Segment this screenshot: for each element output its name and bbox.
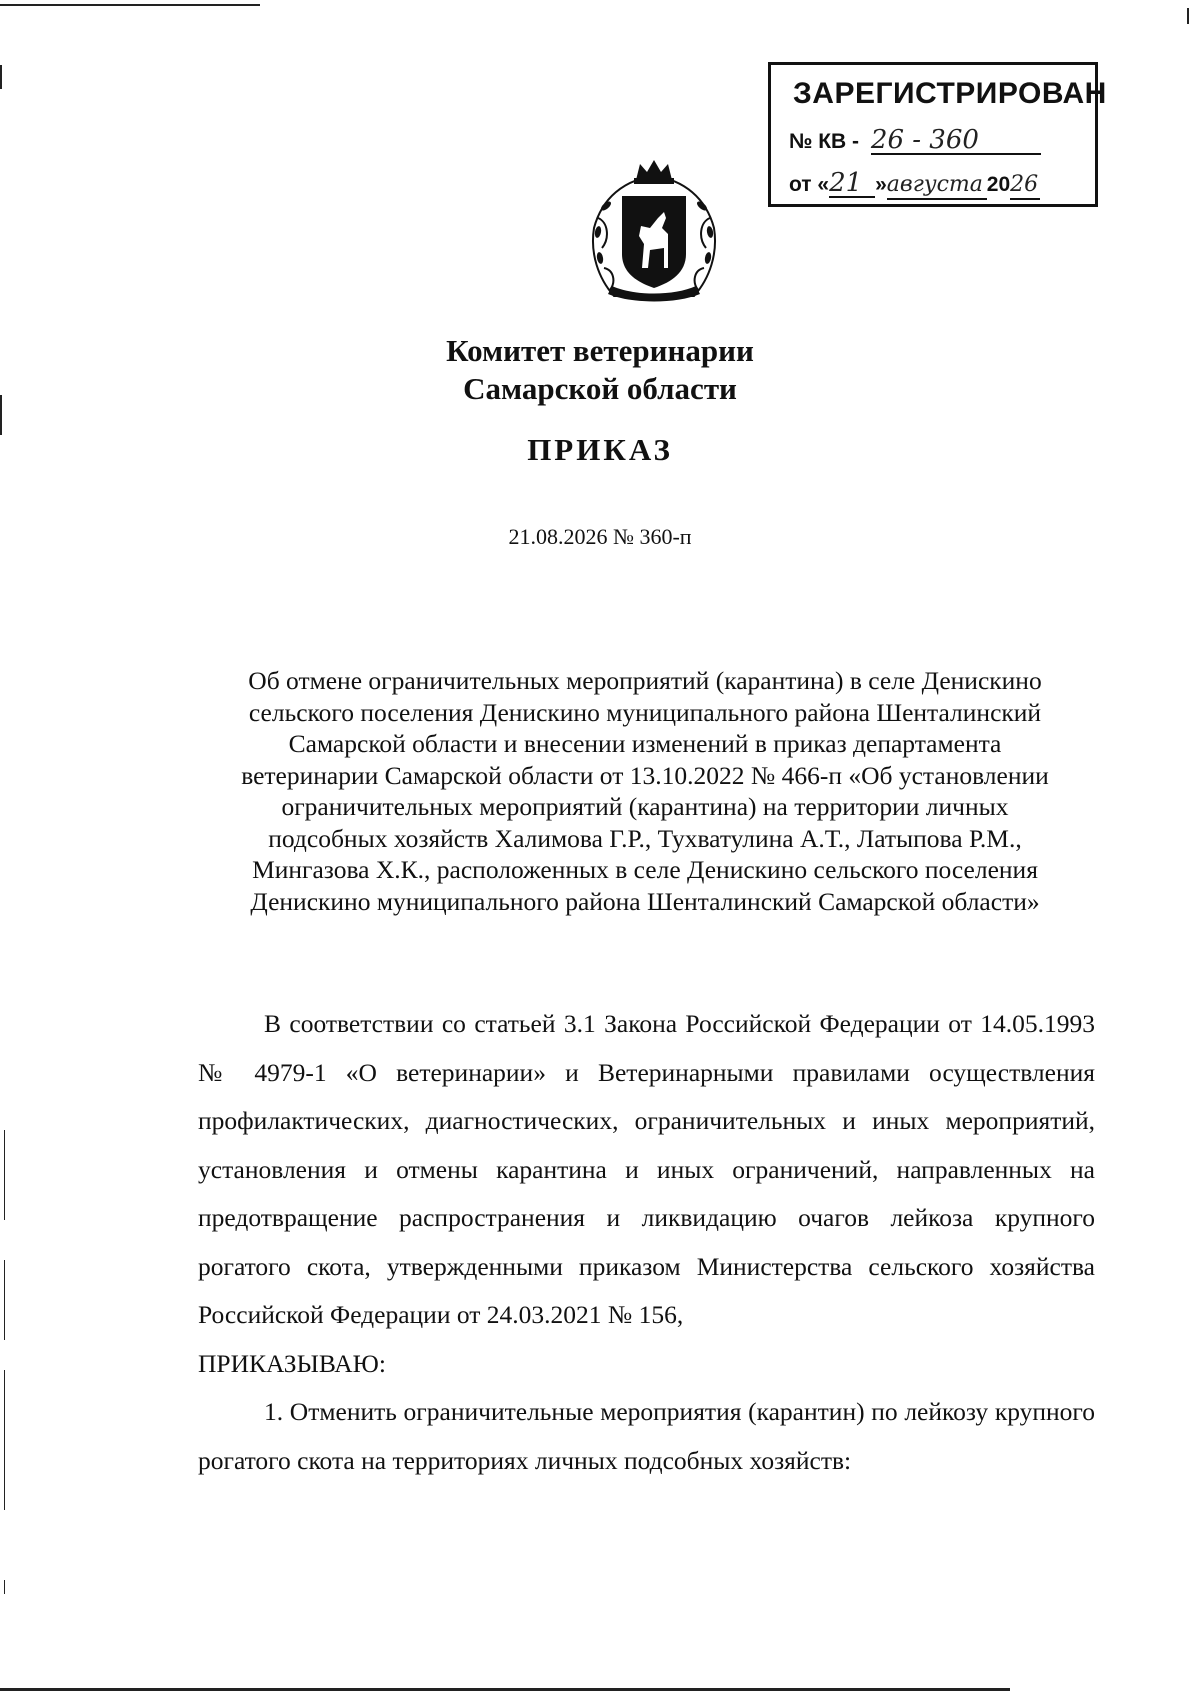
org-name-line2: Самарской области [463, 371, 737, 406]
order-title: ПРИКАЗ [527, 432, 673, 467]
stamp-title: ЗАРЕГИСТРИРОВАН [793, 77, 1107, 110]
subject-line: ветеринарии Самарской области от 13.10.2022 № 466-п «Об установлении [241, 760, 1049, 790]
samara-coat-of-arms-icon [584, 158, 724, 303]
subject-line: ограничительных мероприятий (карантина) на территории личных [281, 792, 1009, 821]
stamp-date-month: августа [887, 172, 987, 200]
scan-artifact-left-1 [0, 65, 2, 89]
preamble-paragraph: В соответствии со статьей 3.1 Закона Российской Федерации от 14.05.1993 № 4979-1 «О ветеринарии» и Ветеринарными правилами осуществления профилактических, диагностических, ограничительных и иных мероприятий, установления и отмены карантина и иных ограничений, направленных на предотвращение распространения и ликвидацию очагов лейкоза крупного рогатого скота, утвержденными приказом Министерства сельского хозяйства Российской Федерации от 24.03.2021 № 156, [198, 1009, 1095, 1329]
scan-artifact-right [1187, 8, 1189, 24]
subject-line: Об отмене ограничительных мероприятий (карантина) в селе Денискино [248, 666, 1042, 695]
subject-line: подсобных хозяйств Халимова Г.Р., Тухватулина А.Т., Латыпова Р.М., [268, 823, 1022, 853]
stamp-date-year-handwritten: 26 [1010, 172, 1040, 200]
scan-artifact-left-5 [4, 1370, 5, 1510]
order-item-1: 1. Отменить ограничительные мероприятия (карантин) по лейкозу крупного рогатого скота на территориях личных подсобных хозяйств: [198, 1397, 1095, 1475]
order-command: ПРИКАЗЫВАЮ: [198, 1348, 386, 1378]
order-body [198, 1000, 1095, 1485]
subject-line: Самарской области и внесении изменений в приказ департамента [288, 729, 1002, 758]
scan-artifact-left-3 [4, 1130, 5, 1220]
registration-stamp [768, 62, 1107, 207]
subject-line: Мингазова Х.К., расположенных в селе Денискино сельского поселения [252, 855, 1038, 884]
stamp-date-sep: » [875, 173, 887, 196]
scan-artifact-top [0, 4, 260, 6]
stamp-number-prefix: № КВ - [789, 130, 860, 153]
org-name-line1: Комитет ветеринарии [446, 333, 754, 368]
order-subject [195, 665, 1095, 917]
subject-line: Денискино муниципального района Шенталинский Самарской области» [250, 886, 1040, 916]
stamp-date-row [789, 170, 1040, 200]
stamp-date-day: 21 [829, 170, 875, 198]
subject-line: сельского поселения Денискино муниципального района Шенталинский [248, 697, 1042, 727]
order-date-number: 21.08.2026 № 360-п [508, 524, 692, 549]
scan-artifact-left-6 [4, 1580, 5, 1594]
scan-artifact-bottom [0, 1688, 1010, 1691]
stamp-number-row [789, 127, 1041, 155]
stamp-number-handwritten: 26 - 360 [871, 127, 1041, 155]
stamp-date-year-printed: 20 [986, 173, 1011, 196]
stamp-date-prefix: от « [789, 173, 830, 196]
scan-artifact-left-4 [4, 1260, 5, 1340]
